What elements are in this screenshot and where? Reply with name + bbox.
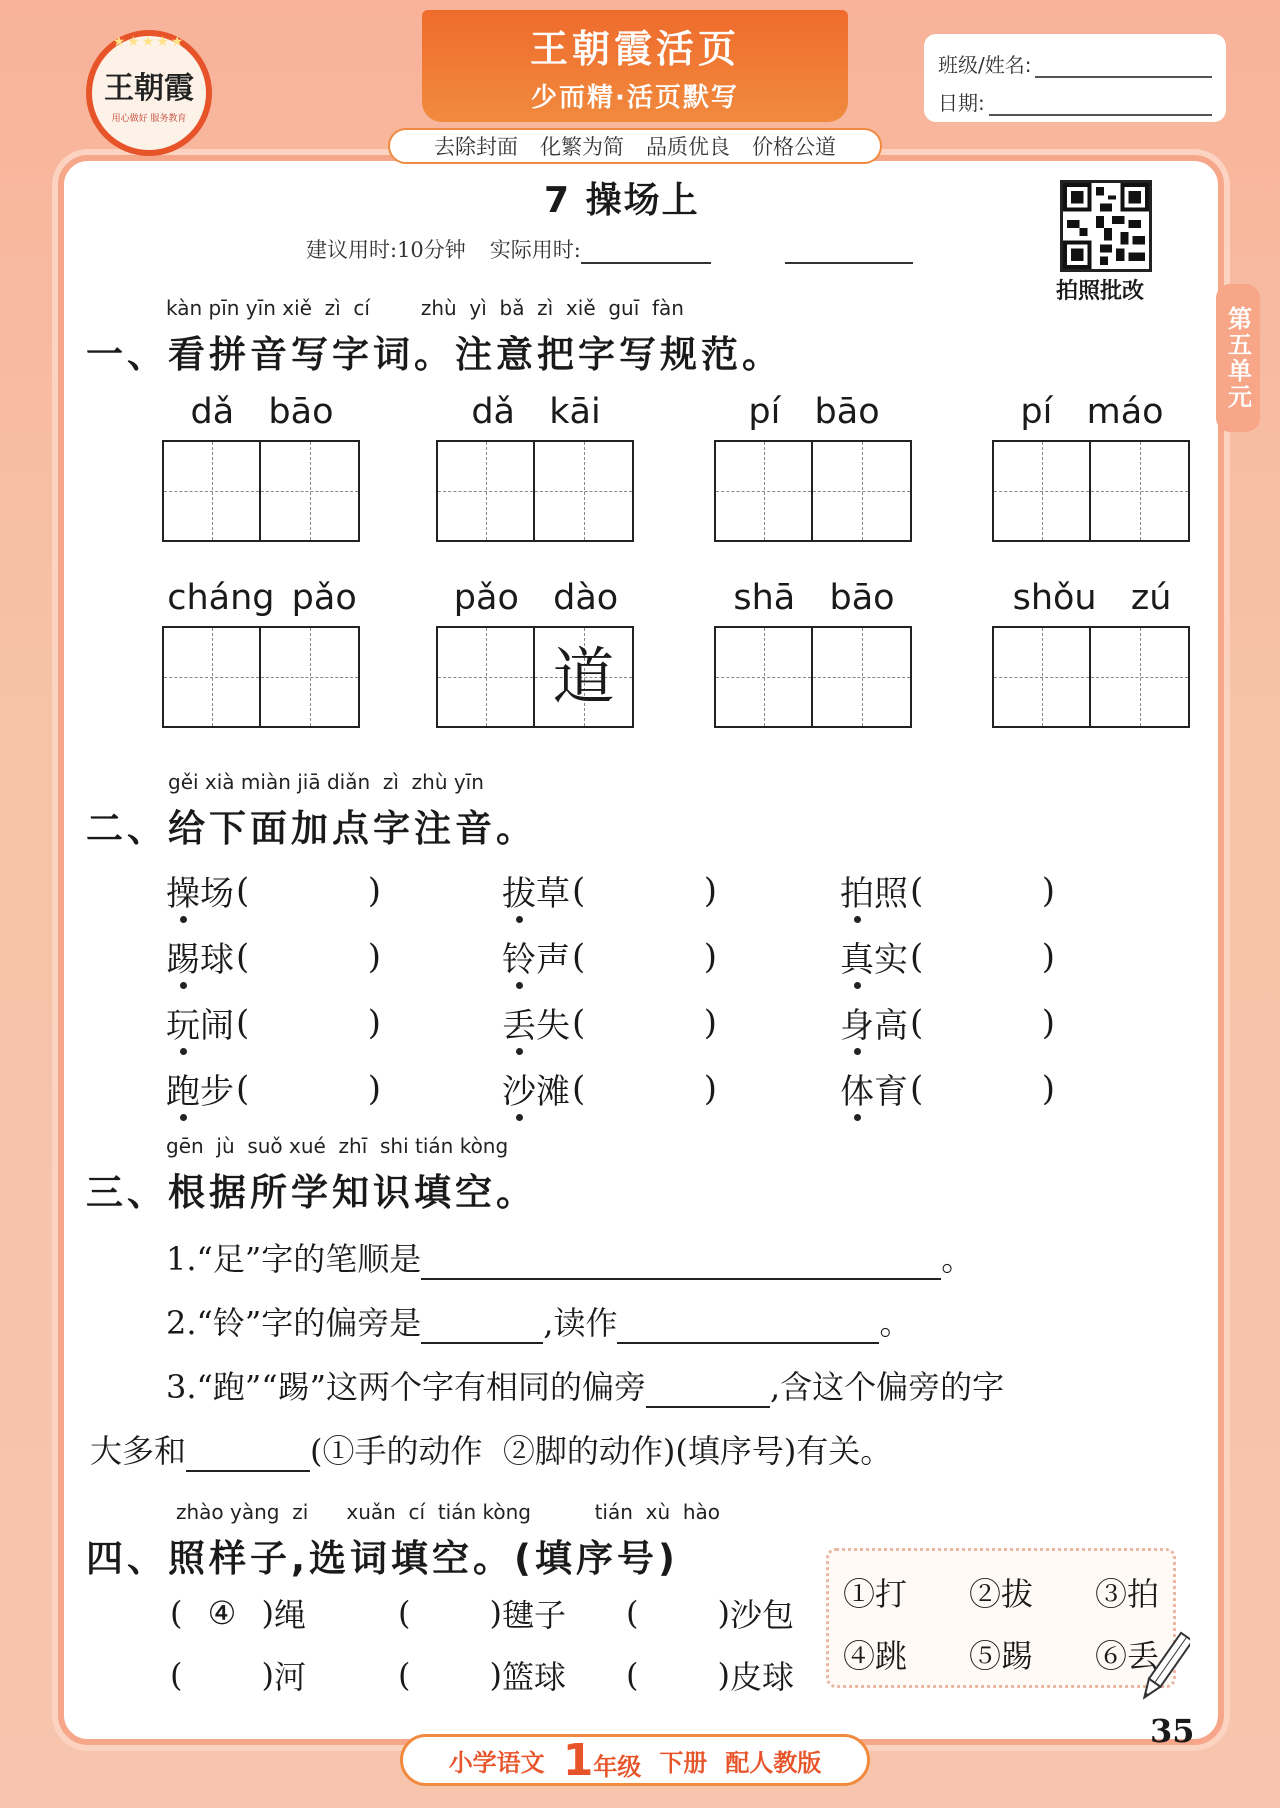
pencil-icon: [1140, 1628, 1190, 1708]
tianzige-cell[interactable]: [994, 442, 1091, 540]
annotation-item: [166, 932, 406, 981]
word-pinyin: pí bāo: [748, 392, 880, 432]
annotation-word: 丢失: [502, 998, 570, 1047]
emphasis-dot-icon: [516, 1114, 523, 1121]
answer-blank[interactable]: [646, 1378, 770, 1408]
annotation-item: [502, 932, 742, 981]
annotation-item: [840, 866, 1080, 915]
annotation-word: 体育: [840, 1064, 908, 1113]
logo-text: 王朝霞: [104, 70, 194, 106]
question-1: 1.“足”字的笔顺是 。: [166, 1240, 974, 1278]
pinyin-answer-paren[interactable]: ( ): [572, 870, 717, 911]
annotation-word: 铃声: [502, 932, 570, 981]
question-3: 3.“跑”“踢”这两个字有相同的偏旁 ,含这个偏旁的字: [166, 1368, 1005, 1406]
answer-blank[interactable]: [421, 1250, 941, 1280]
choice-item: ④跳: [843, 1637, 908, 1675]
fill-row-2: ( ) 河 ( ) 篮球 ( ) 皮球: [170, 1656, 795, 1696]
word-pinyin: pǎo dào: [453, 578, 619, 618]
logo-subtext: 用心做好 服务教育: [111, 113, 187, 124]
answer-paren[interactable]: ( ): [170, 1656, 274, 1694]
annotation-item: [502, 998, 742, 1047]
answer-paren[interactable]: ( ): [398, 1656, 502, 1694]
slogan-item: 去除封面: [434, 135, 518, 159]
pinyin-answer-paren[interactable]: ( ): [236, 1068, 381, 1109]
word-pinyin: cháng pǎo: [167, 578, 357, 618]
tianzige-cell[interactable]: [164, 628, 261, 726]
answer-paren[interactable]: ( ): [626, 1594, 730, 1632]
emphasis-dot-icon: [180, 1048, 187, 1055]
annotation-item: [840, 1064, 1080, 1113]
tianzige-cell[interactable]: [535, 442, 632, 540]
fill-row-1: ( ④ ) 绳 ( ) 毽子 ( ) 沙包: [170, 1594, 795, 1634]
emphasis-dot-icon: [854, 916, 861, 923]
slogan-item: 化繁为简: [540, 135, 624, 159]
footer-grade-number: 1: [562, 1734, 594, 1786]
answer-blank[interactable]: [617, 1314, 879, 1344]
question-3-cont: 大多和 (①手的动作 ②脚的动作)(填序号)有关。: [90, 1432, 893, 1470]
choice-item: ⑤踢: [968, 1637, 1033, 1675]
pinyin-answer-paren[interactable]: ( ): [236, 870, 381, 911]
student-info-box: [924, 34, 1226, 122]
tianzige-cell[interactable]: [716, 628, 813, 726]
word-grid-item: [992, 392, 1192, 542]
annotation-item: [166, 866, 406, 915]
answer-paren[interactable]: ( ): [398, 1594, 502, 1632]
section1-title: 一、看拼音写字词。注意把字写规范。: [86, 333, 783, 376]
footer-edition: 配人教版: [725, 1748, 822, 1777]
section4-pinyin-hint: zhào yàng zi xuǎn cí tián kòng tián xù hào: [176, 1500, 721, 1524]
tianzige-cell[interactable]: [813, 628, 910, 726]
section3-pinyin-hint: gēn jù suǒ xué zhī shi tián kòng: [166, 1134, 509, 1158]
emphasis-dot-icon: [180, 982, 187, 989]
word-pinyin: shǒu zú: [1012, 578, 1172, 618]
word-pinyin: dǎ kāi: [471, 392, 601, 432]
annotation-word: 操场: [166, 866, 234, 915]
tianzige-cell[interactable]: [1091, 442, 1188, 540]
slogan-item: 品质优良: [646, 135, 730, 159]
slogan-bar: [388, 128, 882, 164]
banner-title: 王朝霞活页: [529, 27, 740, 71]
section2-title: 二、给下面加点字注音。: [86, 807, 537, 850]
annotation-item: [166, 1064, 406, 1113]
annotation-word: 身高: [840, 998, 908, 1047]
class-name-field[interactable]: [1035, 56, 1212, 78]
page-number: 35: [1150, 1712, 1195, 1750]
timing-row: [306, 234, 913, 264]
annotation-item: [502, 866, 742, 915]
brand-logo: [86, 30, 212, 156]
annotation-item: [166, 998, 406, 1047]
choice-item: ②拔: [968, 1575, 1033, 1613]
question-2: 2.“铃”字的偏旁是 ,读作 。: [166, 1304, 912, 1342]
score-field[interactable]: [785, 242, 913, 264]
answer-paren[interactable]: ( ④ ): [170, 1594, 274, 1632]
word-grid-item: [162, 578, 362, 728]
section1-pinyin-hint: kàn pīn yīn xiě zì cí zhù yì bǎ zì xiě guī fàn: [166, 296, 684, 320]
stars-icon: ★★★★★: [112, 34, 186, 50]
qr-code-icon[interactable]: [1060, 180, 1152, 272]
word-grid-item: [992, 578, 1192, 728]
word-grid-item: [714, 392, 914, 542]
annotation-word: 跑步: [166, 1064, 234, 1113]
choice-item: ⑥丢: [1094, 1637, 1159, 1675]
actual-time-label: 实际用时:: [489, 238, 581, 262]
tianzige-cell[interactable]: 道: [535, 628, 632, 726]
annotation-word: 沙滩: [502, 1064, 570, 1113]
footer-grade-label: 年级: [593, 1752, 642, 1781]
footer-subject: 小学语文: [448, 1748, 545, 1777]
section4-title: 四、照样子,选词填空。(填序号): [86, 1537, 679, 1580]
emphasis-dot-icon: [854, 1114, 861, 1121]
qr-label: 拍照批改: [1056, 279, 1145, 304]
tianzige-cell[interactable]: [438, 628, 535, 726]
section3-title: 三、根据所学知识填空。: [86, 1171, 537, 1214]
pinyin-answer-paren[interactable]: ( ): [236, 936, 381, 977]
section2-pinyin-hint: gěi xià miàn jiā diǎn zì zhù yīn: [168, 770, 484, 794]
class-name-label: 班级/姓名:: [938, 53, 1032, 77]
annotation-word: 拔草: [502, 866, 570, 915]
word-grid-item: [162, 392, 362, 542]
annotation-item: [840, 932, 1080, 981]
tianzige-cell[interactable]: [813, 442, 910, 540]
word-pinyin: pí máo: [1020, 392, 1164, 432]
annotation-word: 玩闹: [166, 998, 234, 1047]
answer-blank[interactable]: [186, 1442, 310, 1472]
choice-item: ③拍: [1094, 1575, 1159, 1613]
footer-badge: [400, 1734, 870, 1786]
slogan-item: 价格公道: [752, 135, 836, 159]
pinyin-answer-paren[interactable]: ( ): [236, 1002, 381, 1043]
tianzige-cell[interactable]: [164, 442, 261, 540]
annotation-item: [840, 998, 1080, 1047]
pinyin-answer-paren[interactable]: ( ): [910, 936, 1055, 977]
date-field[interactable]: [989, 94, 1212, 116]
tianzige-cell[interactable]: [261, 628, 358, 726]
word-pinyin: shā bāo: [733, 578, 895, 618]
tianzige-cell[interactable]: [1091, 628, 1188, 726]
annotation-word: 拍照: [840, 866, 908, 915]
annotation-word: 真实: [840, 932, 908, 981]
banner-subtitle: 少而精·活页默写: [531, 83, 739, 113]
emphasis-dot-icon: [854, 1048, 861, 1055]
emphasis-dot-icon: [516, 1048, 523, 1055]
emphasis-dot-icon: [180, 1114, 187, 1121]
pinyin-answer-paren[interactable]: ( ): [572, 1002, 717, 1043]
emphasis-dot-icon: [516, 982, 523, 989]
word-grid-item: [714, 578, 914, 728]
pinyin-answer-paren[interactable]: ( ): [910, 870, 1055, 911]
word-grid-item: [436, 392, 636, 542]
emphasis-dot-icon: [180, 916, 187, 923]
pinyin-answer-paren[interactable]: ( ): [572, 936, 717, 977]
choice-box: [826, 1548, 1176, 1688]
date-label: 日期:: [938, 91, 985, 115]
choice-item: ①打: [843, 1575, 908, 1613]
suggested-time: 建议用时:10分钟: [306, 238, 466, 262]
annotation-item: [502, 1064, 742, 1113]
pinyin-answer-paren[interactable]: ( ): [910, 1002, 1055, 1043]
actual-time-field[interactable]: [581, 242, 711, 264]
answer-blank[interactable]: [421, 1314, 543, 1344]
annotation-word: 踢球: [166, 932, 234, 981]
tianzige-cell[interactable]: [994, 628, 1091, 726]
answer-paren[interactable]: ( ): [626, 1656, 730, 1694]
tianzige-cell[interactable]: [438, 442, 535, 540]
unit-side-tab: 第五单元: [1216, 284, 1260, 432]
title-banner: [422, 10, 848, 122]
emphasis-dot-icon: [516, 916, 523, 923]
footer-volume: 下册: [659, 1748, 708, 1777]
emphasis-dot-icon: [854, 982, 861, 989]
pinyin-answer-paren[interactable]: ( ): [910, 1068, 1055, 1109]
lesson-title: 7 操场上: [544, 180, 700, 221]
word-pinyin: dǎ bāo: [190, 392, 334, 432]
pinyin-answer-paren[interactable]: ( ): [572, 1068, 717, 1109]
tianzige-cell[interactable]: [716, 442, 813, 540]
tianzige-cell[interactable]: [261, 442, 358, 540]
word-grid-item: [436, 578, 636, 728]
